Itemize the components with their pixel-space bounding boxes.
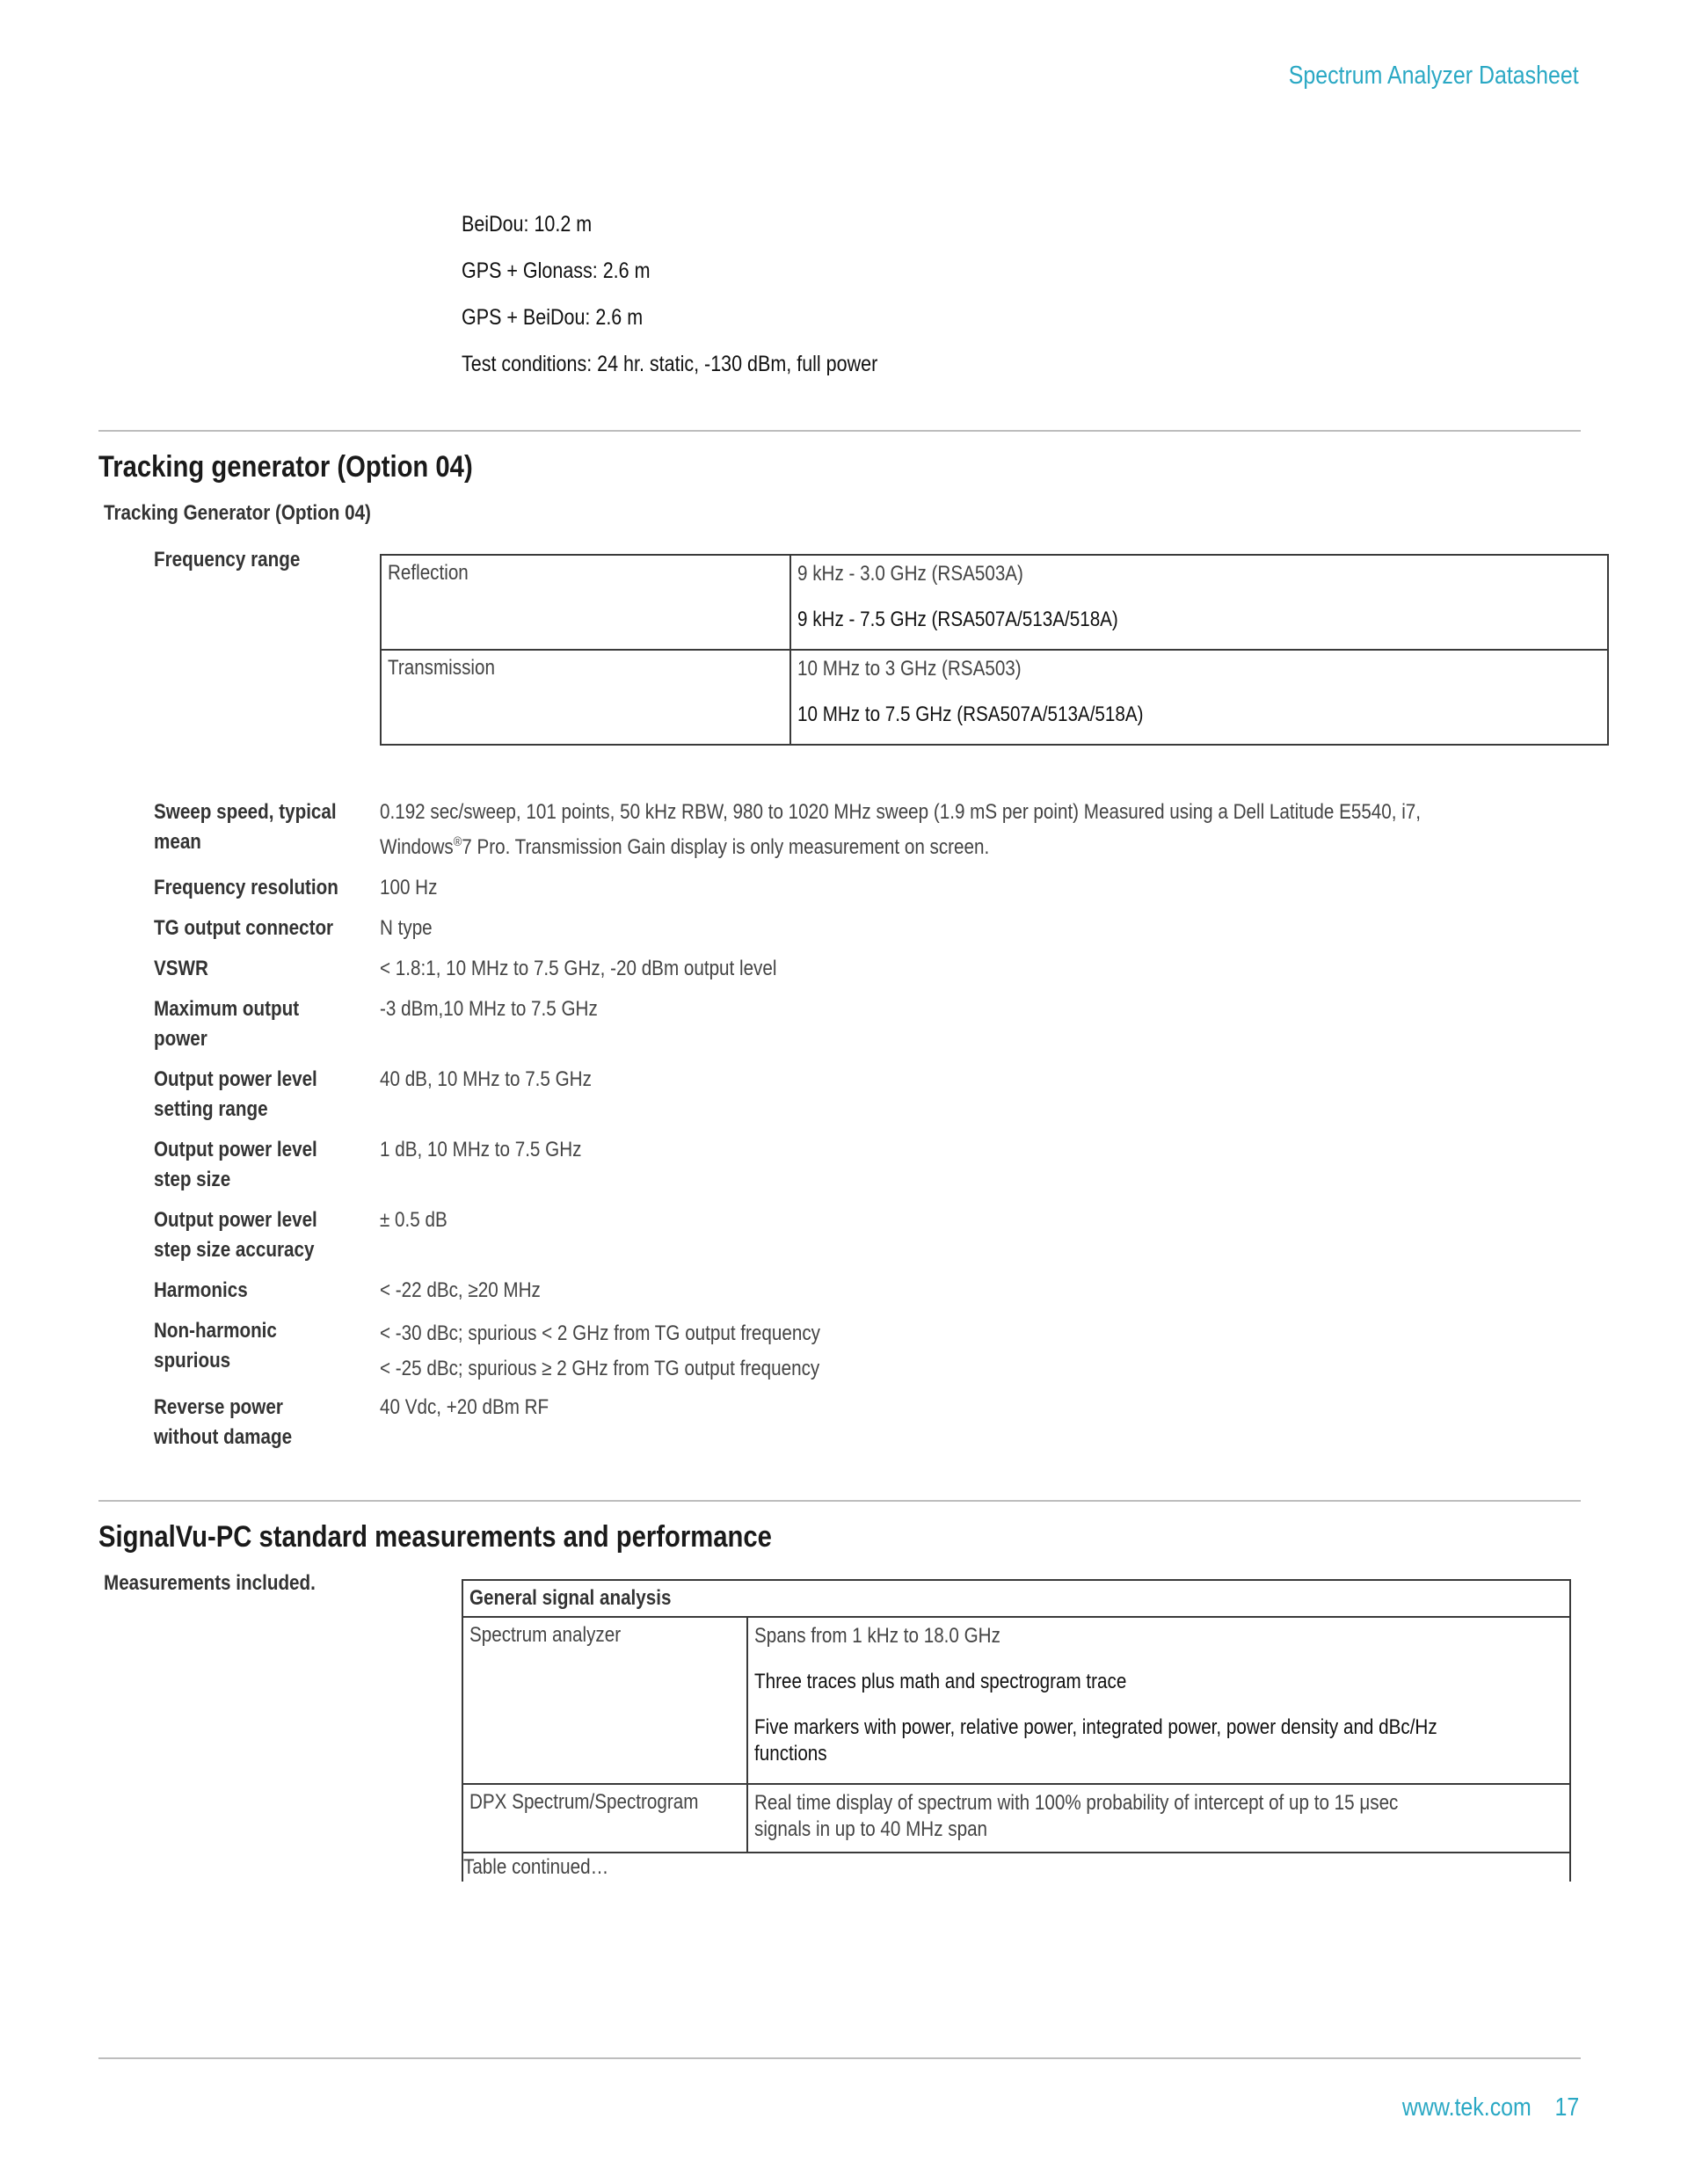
table-continued-note: Table continued… — [462, 1853, 1570, 1882]
spec-value-output-power-setting-range: 40 dB, 10 MHz to 7.5 GHz — [380, 1067, 592, 1091]
spec-value-tg-output-connector: N type — [380, 916, 433, 940]
spec-value-maximum-output-power: -3 dBm,10 MHz to 7.5 GHz — [380, 997, 598, 1021]
spec-label-harmonics: Harmonics — [154, 1278, 248, 1302]
table-cell: 9 kHz - 3.0 GHz (RSA503A) 9 kHz - 7.5 GHz (RSA507A/513A/518A) — [790, 555, 1608, 650]
table-row — [462, 1617, 1570, 1784]
spec-label-vswr: VSWR — [154, 957, 208, 980]
spec-label-step-size-accuracy: Output power level step size accuracy — [154, 1208, 317, 1262]
spec-label-reverse-power: Reverse power without damage — [154, 1395, 293, 1449]
table-row — [381, 555, 1608, 650]
spec-value-step-size-accuracy: ± 0.5 dB — [380, 1208, 447, 1232]
spec-value-reverse-power: 40 Vdc, +20 dBm RF — [380, 1395, 549, 1419]
footer-website-link[interactable]: www.tek.com — [1402, 2093, 1532, 2122]
table-row — [462, 1784, 1570, 1853]
spec-value-harmonics: < -22 dBc, ≥20 MHz — [380, 1278, 541, 1302]
gps-line: Test conditions: 24 hr. static, -130 dBm, full power — [462, 352, 878, 376]
spec-value-vswr: < 1.8:1, 10 MHz to 7.5 GHz, -20 dBm output level — [380, 957, 777, 980]
table-continued-row — [462, 1853, 1570, 1882]
section-heading-tracking: Tracking generator (Option 04) — [98, 450, 473, 484]
table-cell: Spectrum analyzer — [462, 1617, 747, 1784]
table-cell: Reflection — [381, 555, 790, 650]
spec-label-output-power-setting-range: Output power level setting range — [154, 1067, 317, 1121]
section-heading-signalvu: SignalVu-PC standard measurements and performance — [98, 1520, 772, 1554]
spec-label-maximum-output-power: Maximum output power — [154, 997, 300, 1051]
spec-value-non-harmonic-spurious: < -30 dBc; spurious < 2 GHz from TG output frequency < -25 dBc; spurious ≥ 2 GHz from TG output frequency — [380, 1321, 820, 1380]
frequency-range-table — [380, 554, 1609, 746]
measurements-table — [462, 1579, 1571, 1882]
table-cell: Spans from 1 kHz to 18.0 GHz Three traces plus math and spectrogram trace Five markers with power, relative power, integrated power, power density and dBc/Hz functions — [747, 1617, 1570, 1784]
footer-divider — [98, 2057, 1581, 2059]
page-number: 17 — [1554, 2093, 1579, 2122]
subheading-tracking: Tracking Generator (Option 04) — [104, 501, 371, 525]
spec-value-sweep-speed: 0.192 sec/sweep, 101 points, 50 kHz RBW, 980 to 1020 MHz sweep (1.9 mS per point) Measured using a Dell Latitude E5540, i7, Windows®7 Pro. Transmission Gain display is only measurement on screen. — [380, 800, 1422, 859]
table-cell: Transmission — [381, 650, 790, 745]
gps-line: BeiDou: 10.2 m — [462, 212, 593, 237]
document-title: Spectrum Analyzer Datasheet — [1289, 62, 1579, 90]
gps-line: GPS + Glonass: 2.6 m — [462, 258, 651, 283]
spec-value-output-power-step-size: 1 dB, 10 MHz to 7.5 GHz — [380, 1138, 582, 1161]
spec-label-output-power-step-size: Output power level step size — [154, 1138, 317, 1191]
table-cell: DPX Spectrum/Spectrogram — [462, 1784, 747, 1853]
spec-label-sweep-speed: Sweep speed, typical mean — [154, 800, 337, 854]
section-divider — [98, 1500, 1581, 1502]
spec-label-frequency-resolution: Frequency resolution — [154, 876, 338, 899]
gps-line: GPS + BeiDou: 2.6 m — [462, 305, 644, 330]
spec-label-non-harmonic-spurious: Non-harmonic spurious — [154, 1319, 277, 1372]
table-cell: Real time display of spectrum with 100% probability of intercept of up to 15 μsec signals in up to 40 MHz span — [747, 1784, 1570, 1853]
spec-label-tg-output-connector: TG output connector — [154, 916, 334, 940]
spec-value-frequency-resolution: 100 Hz — [380, 876, 438, 899]
table-row — [381, 650, 1608, 745]
spec-label-frequency-range: Frequency range — [154, 548, 301, 571]
gps-accuracy-list — [462, 211, 945, 397]
table-header-cell: General signal analysis — [462, 1580, 1570, 1617]
table-cell: 10 MHz to 3 GHz (RSA503) 10 MHz to 7.5 GHz (RSA507A/513A/518A) — [790, 650, 1608, 745]
table-header-row — [462, 1580, 1570, 1617]
section-divider — [98, 430, 1581, 432]
subheading-measurements: Measurements included. — [104, 1571, 316, 1595]
